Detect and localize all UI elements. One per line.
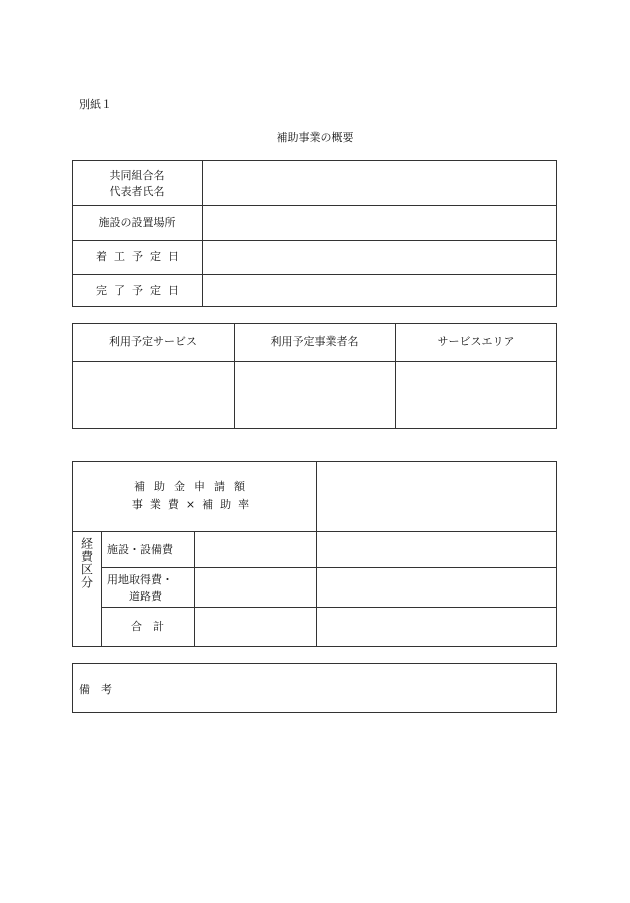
total-cost-value[interactable] bbox=[195, 608, 316, 646]
union-name-label bbox=[72, 162, 202, 205]
expense-category-label bbox=[72, 531, 101, 647]
facility-equipment-cost-value[interactable] bbox=[195, 532, 316, 567]
planned-provider-value[interactable] bbox=[235, 362, 394, 428]
land-road-subsidy-value[interactable] bbox=[317, 568, 556, 607]
document-title: 補助事業の概要 bbox=[276, 131, 354, 144]
union-name-value[interactable] bbox=[203, 161, 556, 205]
total-label: 合 計 bbox=[131, 620, 164, 633]
expense-category-text: 経費区分 bbox=[79, 537, 94, 589]
subsidy-header-line2: 事業費×補助率 bbox=[131, 498, 257, 511]
header-planned-service: 利用予定サービス bbox=[109, 335, 197, 348]
facility-location-value[interactable] bbox=[203, 206, 556, 240]
union-name-label-line1: 共同組合名 bbox=[109, 168, 165, 182]
land-road-label-line1: 用地取得費・ bbox=[107, 572, 173, 586]
header-planned-provider: 利用予定事業者名 bbox=[270, 335, 359, 348]
land-road-label bbox=[107, 568, 194, 607]
facility-equipment-label: 施設・設備費 bbox=[107, 543, 173, 556]
total-subsidy-value[interactable] bbox=[317, 608, 556, 646]
planned-service-value[interactable] bbox=[73, 362, 233, 428]
land-road-cost-value[interactable] bbox=[195, 568, 316, 607]
remarks-box[interactable] bbox=[72, 663, 557, 713]
subsidy-amount-value[interactable] bbox=[317, 462, 556, 531]
service-area-value[interactable] bbox=[396, 362, 556, 428]
completion-date-value[interactable] bbox=[203, 275, 556, 306]
remarks-label: 備 考 bbox=[79, 683, 112, 696]
start-date-value[interactable] bbox=[203, 241, 556, 274]
completion-date-label: 完了予定日 bbox=[96, 283, 186, 297]
subsidy-header bbox=[72, 461, 316, 531]
facility-equipment-subsidy-value[interactable] bbox=[317, 532, 556, 567]
subsidy-header-line1: 補助金申請額 bbox=[134, 480, 254, 493]
start-date-label: 着工予定日 bbox=[96, 250, 186, 263]
facility-location-label: 施設の設置場所 bbox=[98, 215, 176, 229]
land-road-label-line2: 道路費 bbox=[129, 589, 162, 603]
union-name-label-line2: 代表者氏名 bbox=[109, 184, 165, 198]
document-label: 別紙１ bbox=[79, 98, 112, 111]
header-service-area: サービスエリア bbox=[437, 335, 515, 348]
